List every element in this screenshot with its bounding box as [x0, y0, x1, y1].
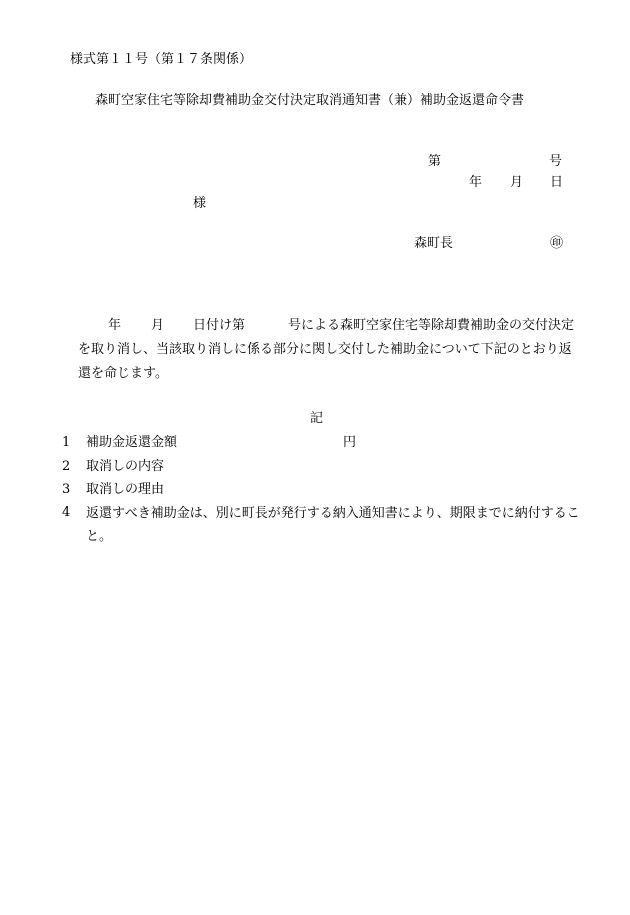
date-year: 年	[469, 175, 483, 190]
doc-no-suffix: 号	[549, 154, 563, 169]
item-number: 2	[62, 459, 71, 474]
sender-title: 森町長	[414, 236, 454, 251]
date-month: 月	[510, 175, 524, 190]
body-text: 号による森町空家住宅等除却費補助金の交付決定を取り消し、当該取り消しに係る部分に関し交付した補助金について下記のとおり返還を命じます。	[78, 318, 575, 381]
ki-heading: 記	[310, 411, 324, 426]
item-label: 取消しの内容	[86, 459, 165, 474]
body-paragraph	[78, 314, 584, 386]
doc-no-prefix: 第	[428, 154, 442, 169]
item-label-text: 返還すべき補助金は、別に町長が発行する納入通知書により、期限までに納付すること。	[86, 506, 580, 544]
body-dated-no: 日付け第	[193, 318, 246, 333]
item-number: 4	[62, 505, 71, 520]
form-number: 様式第１１号（第１７条関係）	[70, 52, 253, 67]
seal-mark: ㊞	[550, 236, 564, 251]
body-year: 年	[108, 318, 122, 333]
item-number: 1	[62, 435, 71, 450]
item-label: 補助金返還金額	[86, 435, 178, 450]
item-unit: 円	[343, 435, 357, 450]
body-month: 月	[151, 318, 165, 333]
document-title: 森町空家住宅等除却費補助金交付決定取消通知書（兼）補助金返還命令書	[95, 93, 525, 108]
addressee-suffix: 様	[193, 196, 207, 211]
item-label: 取消しの理由	[86, 482, 165, 497]
item-label	[74, 502, 600, 548]
item-number: 3	[62, 482, 71, 497]
date-day: 日	[550, 175, 564, 190]
